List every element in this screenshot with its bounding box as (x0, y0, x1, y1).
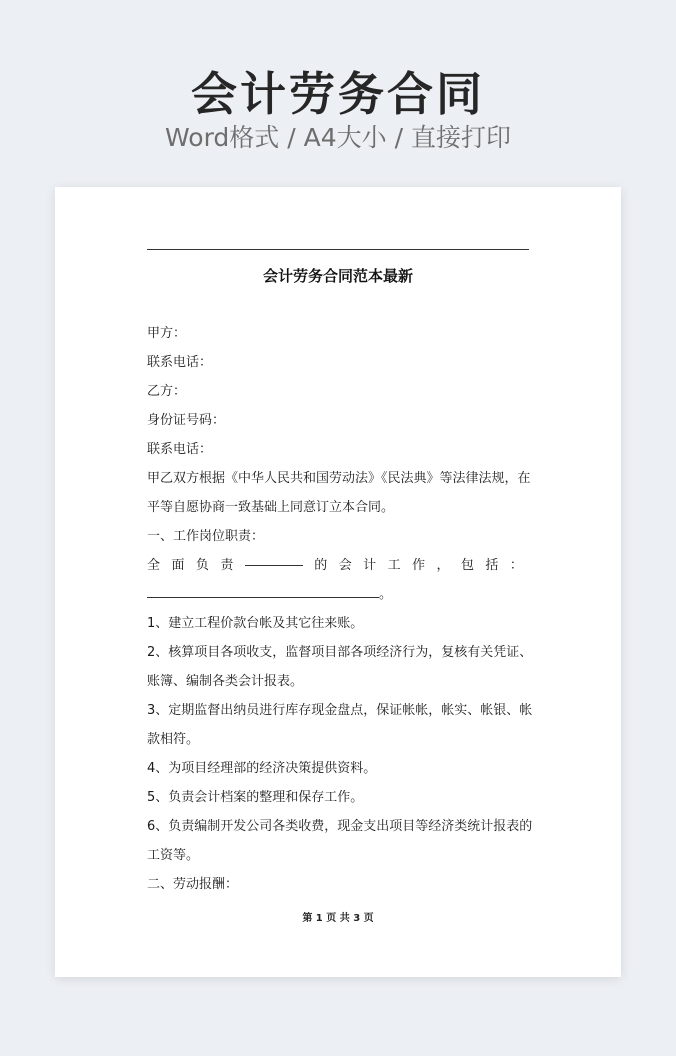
duty-item-2-cont: 账簿、编制各类会计报表。 (147, 674, 304, 689)
duty-item-6-cont: 工资等。 (147, 848, 200, 863)
duty-item-3: 3、定期监督出纳员进行库存现金盘点，保证帐帐，帐实、帐银、帐 (147, 703, 533, 718)
page-number-footer: 第 1 页 共 3 页 (302, 913, 374, 924)
section-heading-duties: 一、工作岗位职责： (147, 529, 265, 544)
duty-char: 全 (147, 558, 161, 573)
duty-char: 作 (412, 558, 426, 573)
duty-char: ： (509, 558, 523, 573)
duty-char: ， (436, 558, 450, 573)
duty-char: 责 (220, 558, 234, 573)
party-b-line: 乙方： (147, 384, 187, 399)
fill-in-blank-short (245, 551, 303, 566)
duty-char: 负 (195, 558, 209, 573)
id-number-line: 身份证号码： (147, 413, 226, 428)
duty-item-5: 5、负责会计档案的整理和保存工作。 (147, 790, 364, 805)
end-mark: 。 (379, 587, 393, 602)
party-b-phone-line: 联系电话： (147, 442, 213, 457)
duty-sentence-line (147, 551, 523, 580)
duty-item-3-cont: 款相符。 (147, 732, 200, 747)
section-heading-pay: 二、劳动报酬： (147, 877, 239, 892)
party-a-phone-line: 联系电话： (147, 355, 213, 370)
duty-char: 括 (485, 558, 499, 573)
duty-item-2: 2、核算项目各项收支，监督项目部各项经济行为，复核有关凭证、 (147, 645, 533, 660)
duty-item-1: 1、建立工程价款台帐及其它往来账。 (147, 616, 364, 631)
duty-char: 面 (171, 558, 185, 573)
party-a-line: 甲方： (147, 326, 187, 341)
duty-char: 会 (338, 558, 352, 573)
document-title: 会计劳务合同范本最新 (262, 267, 413, 285)
fill-in-blank-long (147, 583, 379, 598)
header-rule (147, 249, 529, 250)
duty-char: 工 (387, 558, 401, 573)
document-page (55, 187, 621, 977)
banner-title: 会计劳务合同 (191, 67, 485, 121)
banner-subtitle: Word格式 / A4大小 / 直接打印 (165, 123, 511, 152)
duty-char: 计 (363, 558, 377, 573)
duty-item-6: 6、负责编制开发公司各类收费，现金支出项目等经济类统计报表的 (147, 819, 533, 834)
intro-paragraph-line-2: 平等自愿协商一致基础上同意订立本合同。 (147, 500, 395, 515)
intro-paragraph-line-1: 甲乙双方根据《中华人民共和国劳动法》《民法典》等法律法规，在 (147, 471, 531, 486)
duty-char: 的 (314, 558, 328, 573)
duty-item-4: 4、为项目经理部的经济决策提供资料。 (147, 761, 377, 776)
duty-blank-line (147, 580, 529, 609)
document-body (147, 319, 533, 899)
duty-char: 包 (460, 558, 474, 573)
